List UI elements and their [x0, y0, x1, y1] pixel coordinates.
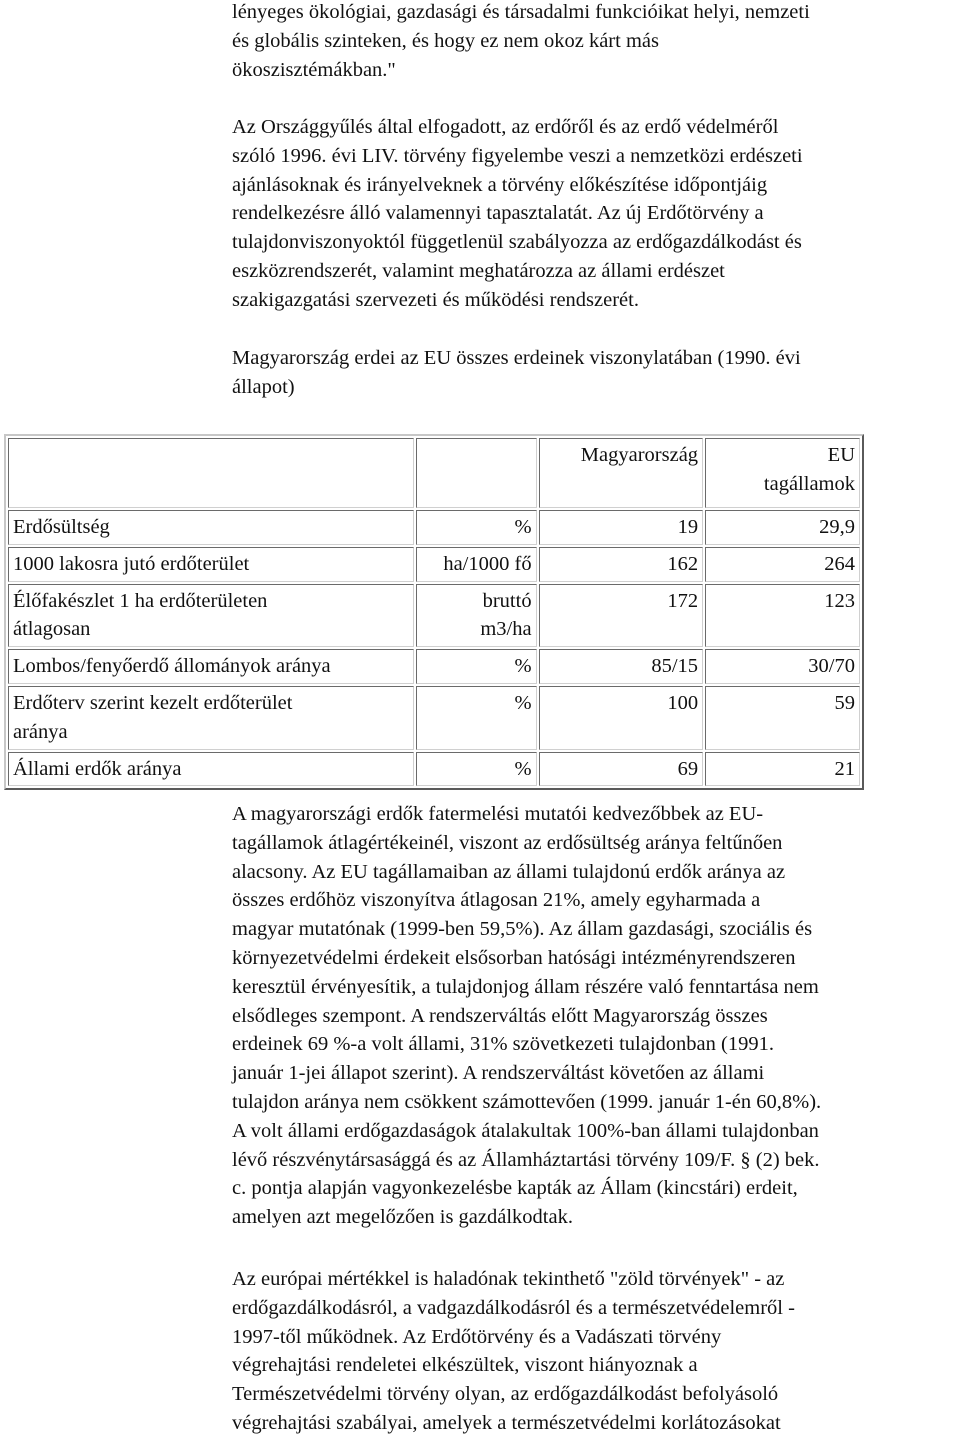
row-label: Állami erdők aránya [8, 752, 414, 787]
row-value-eu: 123 [705, 584, 860, 648]
row-unit: % [416, 686, 537, 750]
text-line: tulajdon aránya nem csökkent számottevően (1999. január 1-én 60,8%). [232, 1090, 822, 1113]
header-cell-hungary: Magyarország [539, 438, 703, 508]
row-value-hungary: 172 [539, 584, 703, 648]
row-value-hungary: 19 [539, 510, 703, 545]
text-line: szóló 1996. évi LIV. törvény figyelembe veszi a nemzetközi erdészeti [232, 144, 803, 167]
row-unit: bruttó m3/ha [416, 584, 537, 648]
row-value-hungary: 85/15 [539, 649, 703, 684]
text-line: A volt állami erdőgazdaságok átalakultak 100%-ban állami tulajdonban [232, 1119, 819, 1142]
paragraph-intro-end [232, 0, 960, 84]
text-line: állapot) [232, 375, 295, 398]
row-value-eu: 21 [705, 752, 860, 787]
row-value-hungary: 100 [539, 686, 703, 750]
row-value-eu: 264 [705, 547, 860, 582]
row-unit: ha/1000 fő [416, 547, 537, 582]
text-line: Az európai mértékkel is haladónak tekinthető "zöld törvények" - az [232, 1268, 785, 1290]
table-caption [232, 344, 960, 402]
text-line: magyar mutatónak (1999-ben 59,5%). Az állam gazdasági, szociális és [232, 918, 813, 941]
row-label: Lombos/fenyőerdő állományok aránya [8, 649, 414, 684]
text-line: rendelkezésre álló valamennyi tapasztalatát. Az új Erdőtörvény a [232, 202, 764, 225]
text-line: A magyarországi erdők fatermelési mutatói kedvezőbbek az EU- [232, 803, 764, 825]
text-line: végrehajtási rendeletei elkészültek, viszont hiányoznak a [232, 1354, 698, 1377]
text-line: szakigazgatási szervezeti és működési rendszerét. [232, 288, 639, 311]
text-line: környezetvédelmi érdekeit elsősorban hatósági intézményrendszeren [232, 946, 796, 969]
text-line: tagállamok átlagértékeinél, viszont az erdősültség aránya feltűnően [232, 831, 783, 854]
row-label: Erdősültség [8, 510, 414, 545]
text-line: lényeges ökológiai, gazdasági és társadalmi funkcióikat helyi, nemzeti [232, 1, 810, 23]
forest-comparison-table [4, 434, 864, 790]
text-line: erdőgazdálkodásról, a vadgazdálkodásról és a természetvédelemről - [232, 1296, 795, 1319]
header-eu-line: tagállamok [763, 472, 855, 495]
row-label: Erdőterv szerint kezelt erdőterület aránya [8, 686, 414, 750]
text-line: lévő részvénytársasággá és az Államháztartási törvény 109/F. § (2) bek. [232, 1148, 820, 1171]
text-line: ajánlásoknak és irányelveknek a törvény előkészítése időpontjáig [232, 173, 768, 196]
text-line: Magyarország erdei az EU összes erdeinek viszonylatában (1990. évi [232, 347, 801, 369]
text-line: január 1-jei állapot szerint). A rendszerváltást követően az állami [232, 1062, 765, 1085]
row-label: Élőfakészlet 1 ha erdőterületen átlagosan [8, 584, 414, 648]
header-eu-line: EU [827, 444, 855, 466]
table-row [8, 752, 860, 787]
text-line: és globális szinteken, és hogy ez nem okoz kárt más [232, 29, 659, 52]
text-line: tulajdonviszonyoktól függetlenül szabályozza az erdőgazdálkodást és [232, 231, 802, 254]
table-row [8, 649, 860, 684]
row-value-eu: 59 [705, 686, 860, 750]
paragraph-forest-indicators [232, 800, 960, 1232]
text-line: 1997-től működnek. Az Erdőtörvény és a Vadászati törvény [232, 1325, 722, 1348]
text-line: végrehajtási szabályai, amelyek a természetvédelmi korlátozásokat [232, 1411, 781, 1434]
table-row [8, 510, 860, 545]
table-header-row [8, 438, 860, 508]
text-line: eszközrendszerét, valamint meghatározza az állami erdészet [232, 259, 725, 282]
row-unit: % [416, 649, 537, 684]
row-unit: % [416, 752, 537, 787]
row-value-hungary: 162 [539, 547, 703, 582]
table-row [8, 686, 860, 750]
row-unit: % [416, 510, 537, 545]
text-line: elsődleges szempont. A rendszerváltás előtt Magyarország összes [232, 1004, 768, 1027]
text-line: ökoszisztémákban." [232, 58, 396, 81]
header-cell-eu [705, 438, 860, 508]
text-line: keresztül érvényesítik, a tulajdonjog állam részére való fenntartása nem [232, 975, 819, 998]
row-label: 1000 lakosra jutó erdőterület [8, 547, 414, 582]
paragraph-forest-law [232, 113, 960, 315]
row-value-hungary: 69 [539, 752, 703, 787]
text-line: Az Országgyűlés által elfogadott, az erdőről és az erdő védelméről [232, 116, 779, 138]
row-value-eu: 30/70 [705, 649, 860, 684]
text-line: erdeinek 69 %-a volt állami, 31% szövetkezeti tulajdonban (1991. [232, 1033, 774, 1056]
header-cell-unit [416, 438, 537, 508]
text-line: amelyen azt megelőzően is gazdálkodtak. [232, 1206, 573, 1229]
text-line: alacsony. Az EU tagállamaiban az állami tulajdonú erdők aránya az [232, 860, 786, 883]
text-line: összes erdőhöz viszonyítva átlagosan 21%, amely egyharmada a [232, 889, 761, 912]
header-cell-label [8, 438, 414, 508]
table-row [8, 547, 860, 582]
text-line: c. pontja alapján vagyonkezelésbe kapták az Állam (kincstári) erdeit, [232, 1177, 798, 1200]
text-line: Természetvédelmi törvény olyan, az erdőgazdálkodást befolyásoló [232, 1383, 779, 1406]
paragraph-green-laws [232, 1265, 960, 1438]
row-value-eu: 29,9 [705, 510, 860, 545]
table-row [8, 584, 860, 648]
